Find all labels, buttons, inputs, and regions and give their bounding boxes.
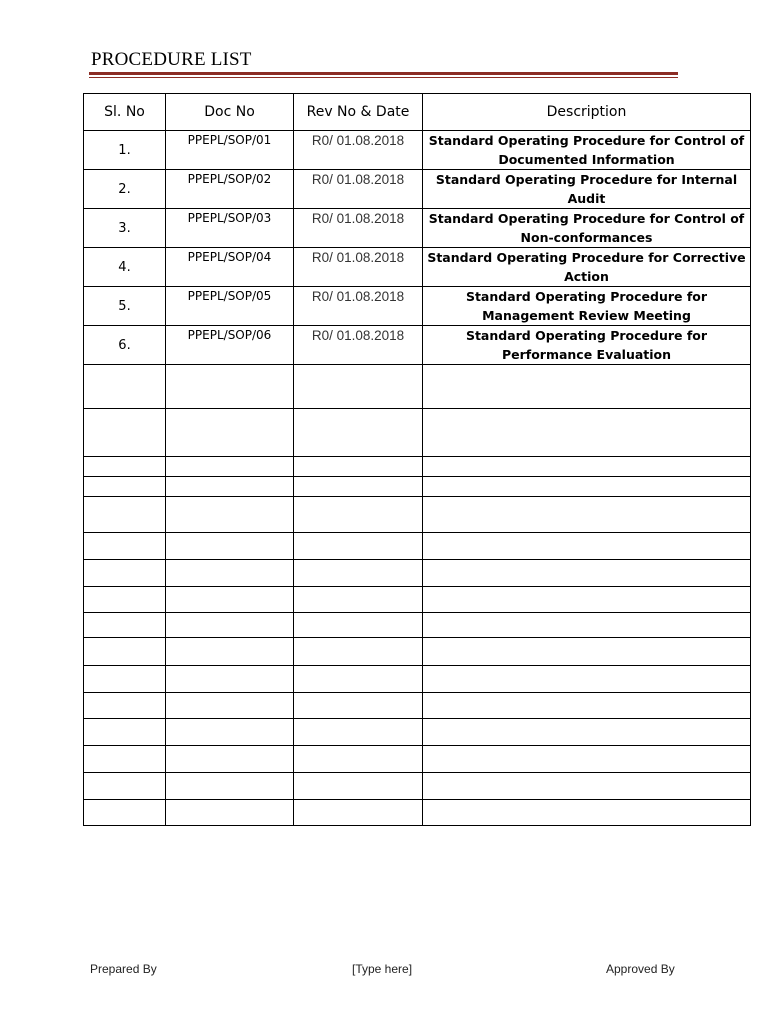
cell-doc-no: PPEPL/SOP/04 [166, 248, 294, 287]
title-rule-thick [89, 72, 678, 75]
empty-table-row [84, 638, 751, 666]
page-title: PROCEDURE LIST [91, 49, 252, 70]
empty-table-row [84, 409, 751, 457]
empty-table-row [84, 773, 751, 800]
cell-description: Standard Operating Procedure for Internal Audit [423, 170, 751, 209]
header-sl-no: Sl. No [84, 94, 166, 131]
cell-rev: R0/ 01.08.2018 [294, 131, 423, 170]
empty-table-row [84, 746, 751, 773]
cell-sl-no: 6. [84, 326, 166, 365]
procedure-table [83, 93, 751, 826]
table-header-row [84, 94, 751, 131]
header-doc-no: Doc No [166, 94, 294, 131]
empty-table-row [84, 560, 751, 587]
cell-doc-no: PPEPL/SOP/02 [166, 170, 294, 209]
cell-rev: R0/ 01.08.2018 [294, 209, 423, 248]
table-row [84, 326, 751, 365]
cell-doc-no: PPEPL/SOP/03 [166, 209, 294, 248]
cell-doc-no: PPEPL/SOP/06 [166, 326, 294, 365]
cell-sl-no: 2. [84, 170, 166, 209]
cell-rev: R0/ 01.08.2018 [294, 170, 423, 209]
cell-rev: R0/ 01.08.2018 [294, 326, 423, 365]
table-row [84, 248, 751, 287]
title-rule-thin [89, 77, 678, 78]
footer-placeholder[interactable]: [Type here] [352, 962, 413, 976]
empty-table-row [84, 457, 751, 477]
cell-rev: R0/ 01.08.2018 [294, 248, 423, 287]
empty-table-row [84, 666, 751, 693]
footer-prepared-by: Prepared By [90, 962, 157, 976]
table-row [84, 170, 751, 209]
header-rev-no-date: Rev No & Date [294, 94, 423, 131]
cell-sl-no: 1. [84, 131, 166, 170]
empty-table-row [84, 613, 751, 638]
empty-table-row [84, 497, 751, 533]
empty-table-row [84, 800, 751, 826]
empty-table-row [84, 533, 751, 560]
empty-table-row [84, 719, 751, 746]
empty-table-row [84, 587, 751, 613]
empty-table-row [84, 365, 751, 409]
cell-doc-no: PPEPL/SOP/05 [166, 287, 294, 326]
table-row [84, 209, 751, 248]
cell-description: Standard Operating Procedure for Control of Non-conformances [423, 209, 751, 248]
cell-description: Standard Operating Procedure for Management Review Meeting [423, 287, 751, 326]
cell-description: Standard Operating Procedure for Corrective Action [423, 248, 751, 287]
cell-description: Standard Operating Procedure for Control of Documented Information [423, 131, 751, 170]
cell-sl-no: 4. [84, 248, 166, 287]
empty-table-row [84, 477, 751, 497]
cell-doc-no: PPEPL/SOP/01 [166, 131, 294, 170]
cell-rev: R0/ 01.08.2018 [294, 287, 423, 326]
cell-sl-no: 3. [84, 209, 166, 248]
table-row [84, 287, 751, 326]
header-description: Description [423, 94, 751, 131]
table-row [84, 131, 751, 170]
cell-sl-no: 5. [84, 287, 166, 326]
cell-description: Standard Operating Procedure for Performance Evaluation [423, 326, 751, 365]
empty-table-row [84, 693, 751, 719]
footer-approved-by: Approved By [606, 962, 675, 976]
